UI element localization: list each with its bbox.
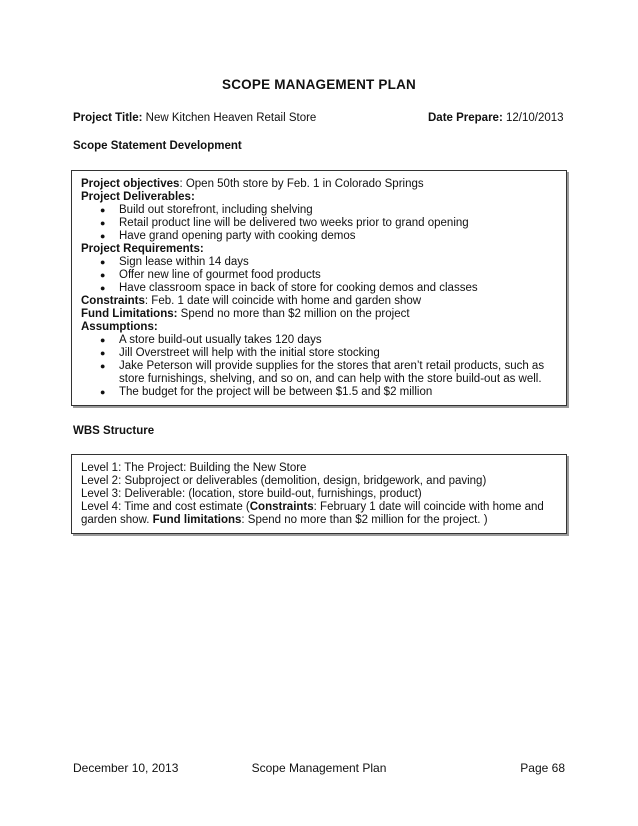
list-item: ● Have classroom space in back of store for cooking demos and classes bbox=[100, 282, 478, 294]
project-title bbox=[73, 112, 316, 125]
bullet-icon: ● bbox=[100, 231, 106, 241]
list-item: ● Have grand opening party with cooking demos bbox=[100, 230, 356, 242]
objectives-text: : Open 50th store by Feb. 1 in Colorado Springs bbox=[179, 178, 424, 190]
wbs-box bbox=[71, 454, 567, 534]
constraints-label: Constraints bbox=[81, 295, 145, 307]
objectives-line bbox=[81, 178, 566, 191]
bullet-icon: ● bbox=[100, 205, 106, 215]
wbs-level-4-continued: garden show. Fund limitations: Spend no more than $2 million for the project. ) bbox=[81, 514, 488, 526]
wbs-heading: WBS Structure bbox=[73, 425, 155, 437]
list-item-continuation: store furnishings, shelving, and so on, and can help with the store build-out as well. bbox=[119, 373, 542, 385]
date-prepared-value: 12/10/2013 bbox=[502, 112, 564, 124]
list-item: ● Retail product line will be delivered two weeks prior to grand opening bbox=[100, 217, 469, 229]
project-title-label: Project Title: bbox=[73, 112, 143, 124]
list-item: ● A store build-out usually takes 120 days bbox=[100, 334, 322, 346]
deliverables-label: Project Deliverables: bbox=[81, 191, 195, 203]
scope-statement-box bbox=[71, 170, 567, 406]
list-item: ● Offer new line of gourmet food products bbox=[100, 269, 321, 281]
objectives-label: Project objectives bbox=[81, 178, 180, 190]
wbs-level-4: Level 4: Time and cost estimate (Constraints: February 1 date will coincide with home and bbox=[81, 501, 544, 513]
date-prepared bbox=[428, 112, 564, 125]
list-item: ● Build out storefront, including shelving bbox=[100, 204, 313, 216]
date-prepared-label: Date Prepare: bbox=[428, 112, 503, 124]
footer-date: December 10, 2013 bbox=[73, 761, 179, 775]
bullet-icon: ● bbox=[100, 257, 106, 267]
bullet-icon: ● bbox=[100, 387, 106, 397]
wbs-level-3: Level 3: Deliverable: (location, store build-out, furnishings, product) bbox=[81, 488, 422, 500]
footer-page-number: Page 68 bbox=[520, 761, 565, 775]
bullet-icon: ● bbox=[100, 283, 106, 293]
bullet-icon: ● bbox=[100, 361, 106, 371]
bullet-icon: ● bbox=[100, 335, 106, 345]
scope-heading: Scope Statement Development bbox=[73, 140, 242, 152]
fund-line: Fund Limitations: Spend no more than $2 million on the project bbox=[81, 308, 410, 320]
constraints-line: Constraints: Feb. 1 date will coincide with home and garden show bbox=[81, 295, 422, 307]
list-item: ● Sign lease within 14 days bbox=[100, 256, 249, 268]
bullet-icon: ● bbox=[100, 270, 106, 280]
wbs-level-2: Level 2: Subproject or deliverables (demolition, design, bridgework, and paving) bbox=[81, 475, 487, 487]
project-title-value: New Kitchen Heaven Retail Store bbox=[142, 112, 317, 124]
wbs-fund-label: Fund limitations bbox=[152, 514, 242, 526]
bullet-icon: ● bbox=[100, 218, 106, 228]
document-title: SCOPE MANAGEMENT PLAN bbox=[222, 77, 416, 92]
assumptions-label: Assumptions: bbox=[81, 321, 158, 333]
list-item: ● The budget for the project will be between $1.5 and $2 million bbox=[100, 386, 433, 398]
list-item: ● Jake Peterson will provide supplies for the stores that aren’t retail products, such as bbox=[100, 360, 545, 372]
fund-label: Fund Limitations: bbox=[81, 308, 178, 320]
footer-title: Scope Management Plan bbox=[251, 761, 387, 775]
bullet-icon: ● bbox=[100, 348, 106, 358]
list-item: ● Jill Overstreet will help with the initial store stocking bbox=[100, 347, 380, 359]
wbs-level-1: Level 1: The Project: Building the New Store bbox=[81, 462, 307, 474]
requirements-label: Project Requirements: bbox=[81, 243, 204, 255]
wbs-constraints-label: Constraints bbox=[249, 501, 314, 513]
